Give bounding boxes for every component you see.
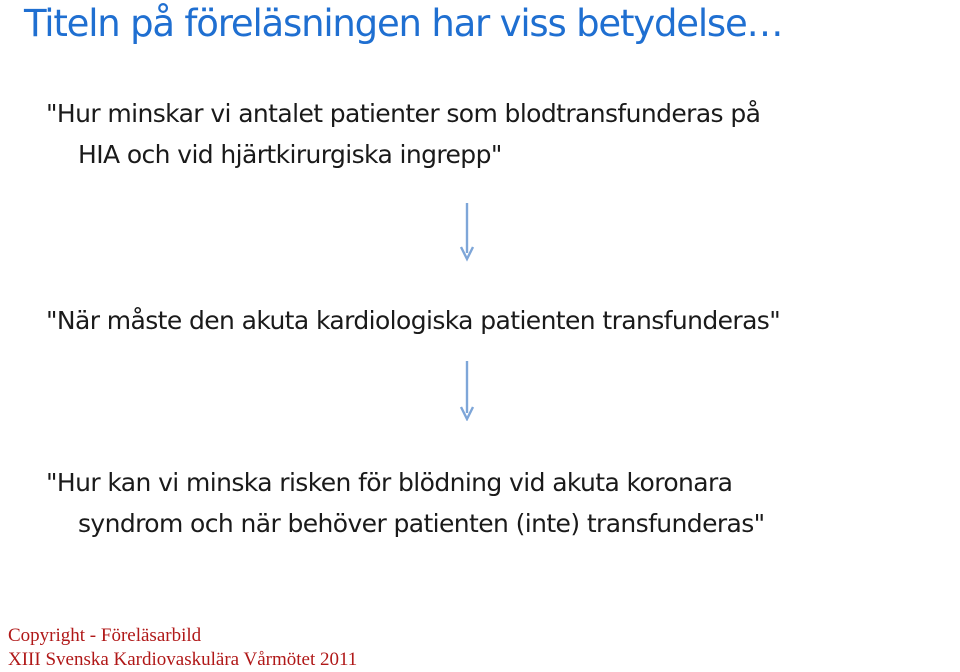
- copyright-line-1: Copyright - Föreläsarbild: [8, 625, 202, 646]
- statement-1-line-2: HIA och vid hjärtkirurgiska ingrepp": [78, 140, 502, 169]
- statement-3-line-2: syndrom och när behöver patienten (inte) transfunderas": [78, 509, 765, 538]
- statement-1-line-1: "Hur minskar vi antalet patienter som blodtransfunderas på: [46, 99, 761, 128]
- statement-1: [46, 93, 760, 175]
- statement-3-line-1: "Hur kan vi minska risken för blödning vid akuta koronara: [46, 468, 733, 497]
- arrow-down-icon: [459, 203, 475, 263]
- statement-2: [46, 300, 780, 341]
- arrow-down-icon: [459, 361, 475, 421]
- slide-title: Titeln på föreläsningen har viss betydelse…: [24, 2, 783, 45]
- copyright-line-2: XIII Svenska Kardiovaskulära Vårmötet 2011: [8, 649, 358, 670]
- statement-2-line-1: "När måste den akuta kardiologiska patienten transfunderas": [46, 306, 781, 335]
- statement-3: [46, 462, 765, 544]
- copyright-notice: [8, 624, 357, 672]
